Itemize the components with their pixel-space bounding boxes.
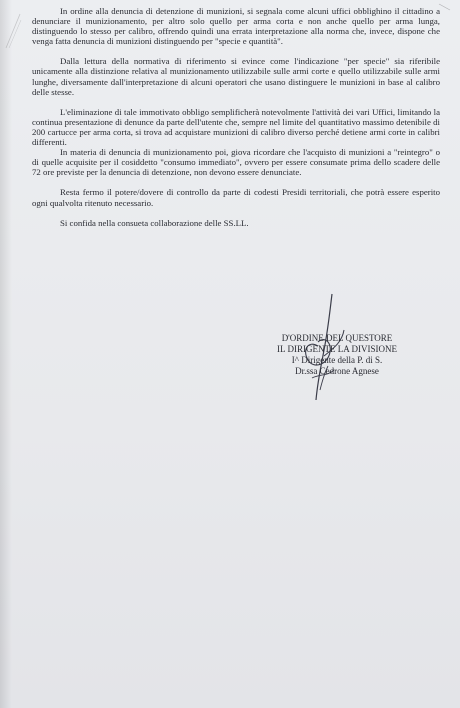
paragraph-2: Dalla lettura della normativa di riferimento si evince come l'indicazione "per specie" sia riferibile unicamente alla distinzione relativa al munizionamento utilizzabile sulle armi corte e quello utilizzabile sulle armi lunghe, diversamente dall'interpretazione di alcuni operatori che usano distinguere le munizioni in base al calibro delle stesse. — [32, 56, 440, 97]
signature-line-title: IL DIRIGENTE LA DIVISIONE — [277, 344, 397, 354]
paragraph-6: Si confida nella consueta collaborazione delle SS.LL. — [60, 217, 249, 228]
signature-line-order: D'ORDINE DEL QUESTORE — [281, 333, 393, 343]
signature-block — [262, 333, 412, 377]
paragraph-3: L'eliminazione di tale immotivato obbligo semplificherà notevolmente l'attività dei vari Uffici, limitando la continua presentazione di denunce da parte dell'utente che, sempre nel limite del quantitativo massimo detenibile di 200 cartucce per arma corta, si trova ad acquistare munizioni di calibro diverso perché detiene armi corte in calibri differenti. — [32, 106, 440, 148]
signature-line-rank: I^ Dirigente della P. di S. — [291, 355, 383, 365]
page-edge-shadow — [0, 0, 12, 708]
paragraph-5: Resta fermo il potere/dovere di controllo da parte di codesti Presidi territoriali, che potrà essere esperito ogni qualvolta ritenuto necessario. — [32, 187, 440, 208]
letter-body — [32, 6, 440, 238]
scan-mark-icon — [438, 2, 452, 12]
signature-line-name: Dr.ssa Cedrone Agnese — [295, 366, 379, 376]
scan-mark-icon — [4, 10, 22, 50]
paragraph-4: In materia di denuncia di munizionamento poi, giova ricordare che l'acquisto di munizioni a "reintegro" o di quelle acquisite per il cosiddetto "consumo immediato", ovvero per essere consumate prima dello scadere delle 72 ore previste per la denuncia di detenzione, non devono essere denunciate. — [32, 147, 440, 178]
paragraph-1: In ordine alla denuncia di detenzione di munizioni, si segnala come alcuni uffici obblighino il cittadino a denunciare il munizionamento, per altro solo quello per arma corta e non anche quello per arma lunga, distinguendo lo stesso per calibro, offrendo quindi una errata interpretazione alla norma che, invece, dispone che venga fatta denuncia di munizioni distinguendo per "specie e quantità". — [32, 6, 440, 47]
